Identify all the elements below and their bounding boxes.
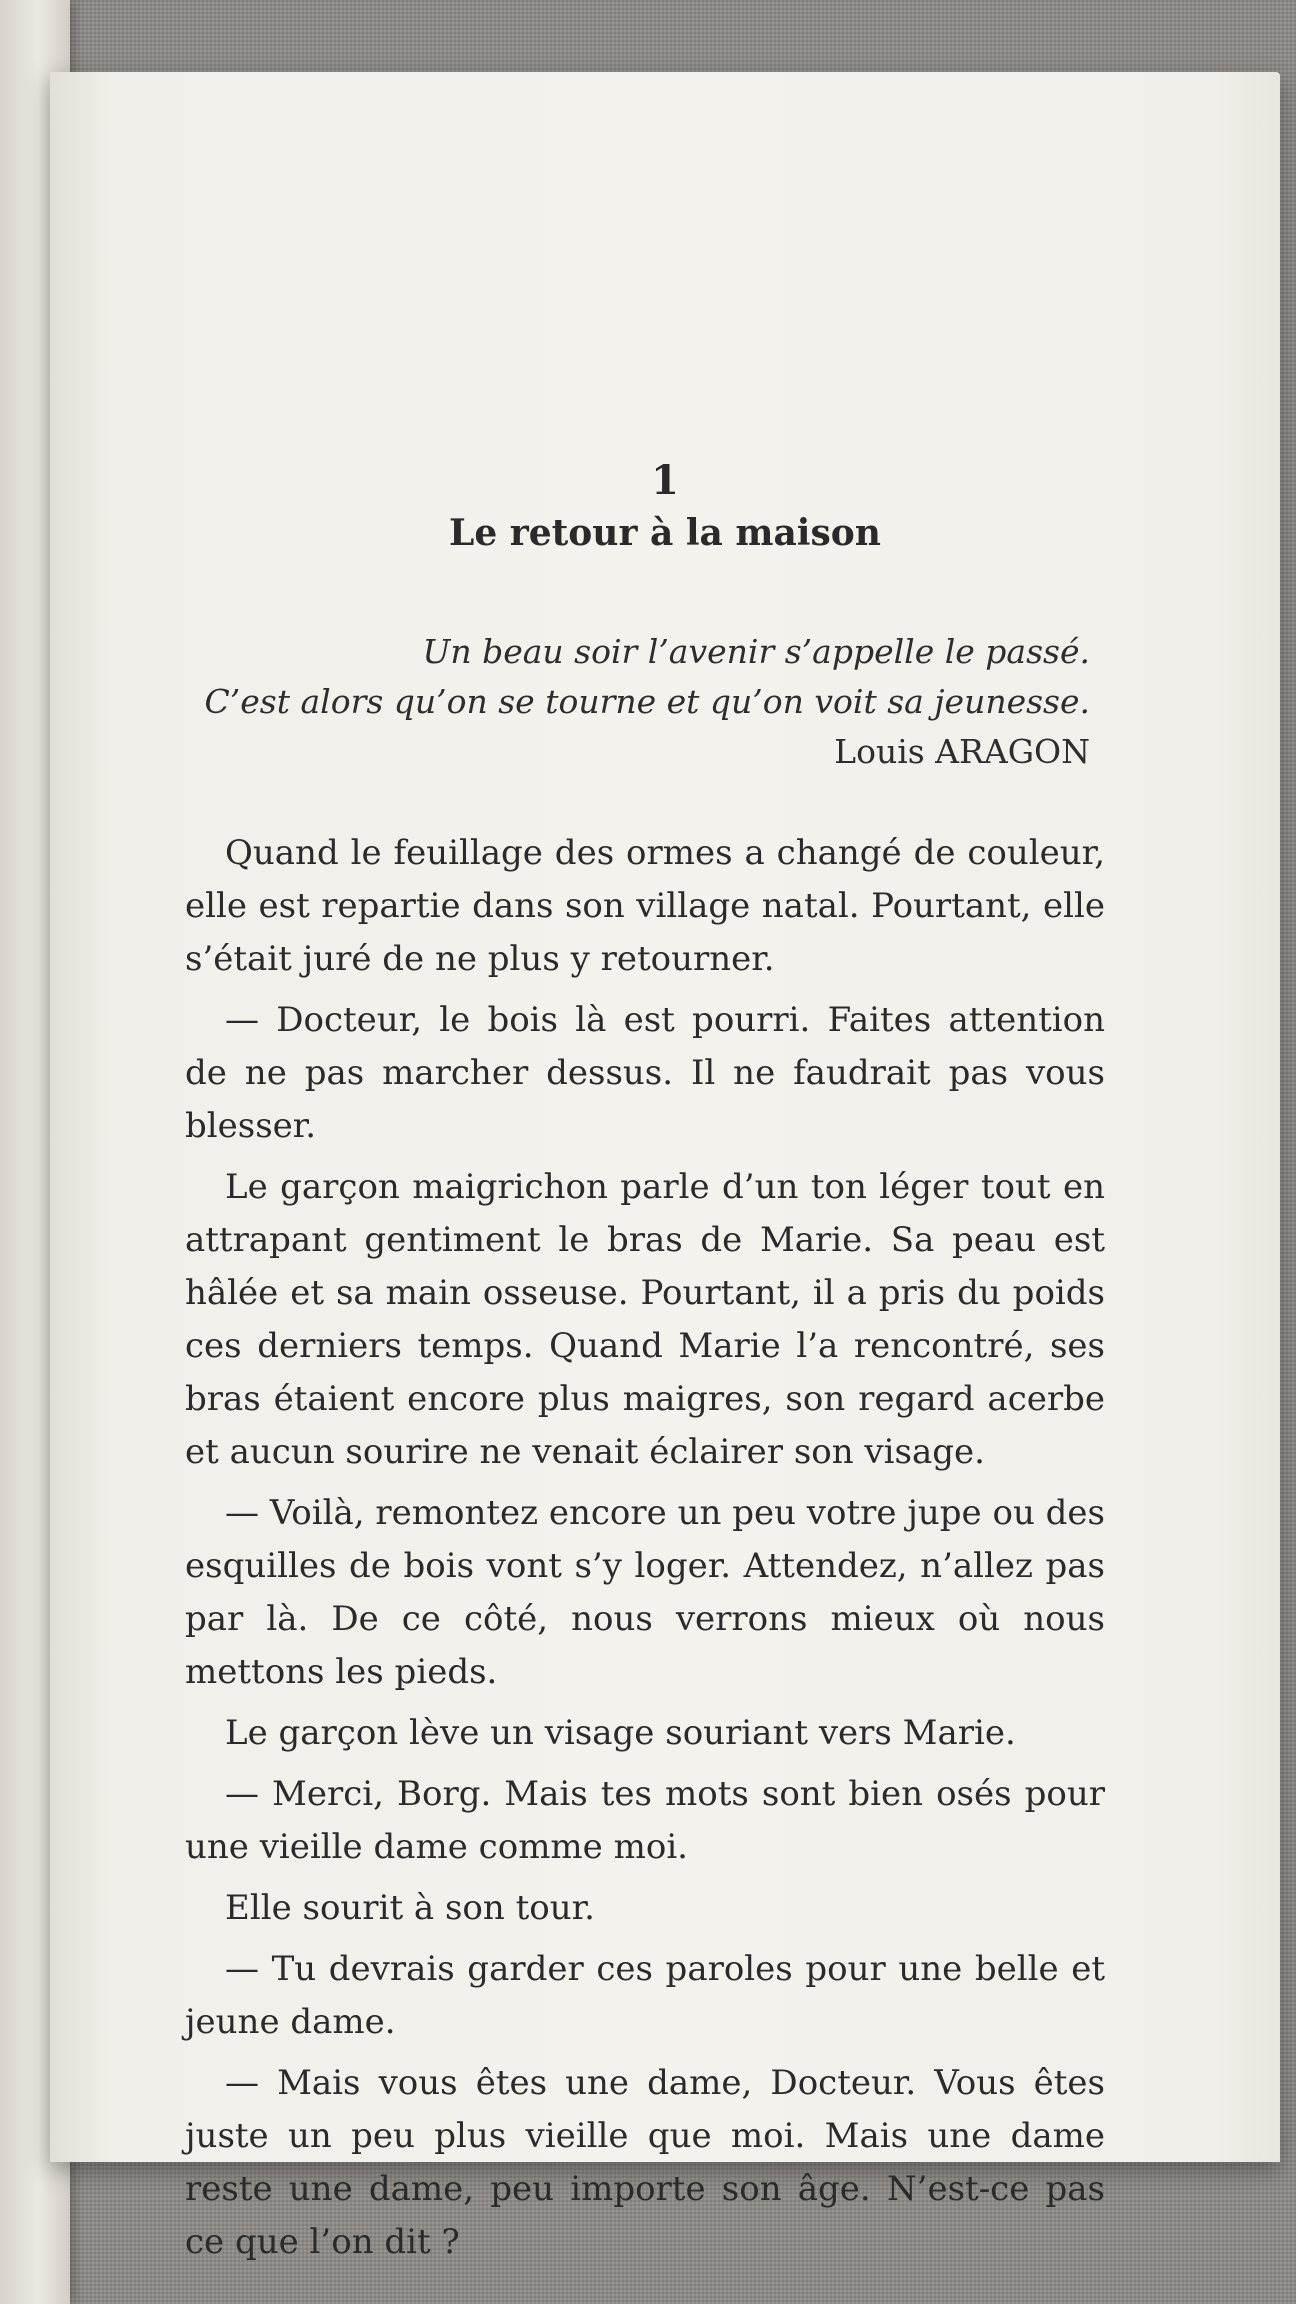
paragraph: — Merci, Borg. Mais tes mots sont bien osés pour une vieille dame comme moi. bbox=[185, 1774, 1105, 1867]
paragraph: — Tu devrais garder ces paroles pour une belle et jeune dame. bbox=[185, 1949, 1105, 2042]
paragraph: Elle sourit à son tour. bbox=[225, 1888, 595, 1928]
epigraph-line-1: Un beau soir l’avenir s’appelle le passé. bbox=[422, 632, 1090, 671]
paragraph: Le garçon lève un visage souriant vers Marie. bbox=[225, 1713, 1016, 1753]
epigraph bbox=[205, 627, 1090, 777]
paragraph: — Docteur, le bois là est pourri. Faites attention de ne pas marcher dessus. Il ne faudrait pas vous blesser. bbox=[185, 1000, 1105, 1146]
epigraph-author: Louis ARAGON bbox=[834, 732, 1090, 771]
chapter-number: 1 bbox=[651, 457, 679, 504]
paragraph: — Mais vous êtes une dame, Docteur. Vous êtes juste un peu plus vieille que moi. Mais une dame reste une dame, peu importe son âge. N’est-ce pas ce que l’on dit ? bbox=[185, 2063, 1105, 2262]
chapter-title: Le retour à la maison bbox=[449, 512, 881, 554]
paragraph: — Voilà, remontez encore un peu votre jupe ou des esquilles de bois vont s’y loger. Attendez, n’allez pas par là. De ce côté, nous verrons mieux où nous mettons les pieds. bbox=[185, 1493, 1105, 1692]
epigraph-line-2: C’est alors qu’on se tourne et qu’on voit sa jeunesse. bbox=[204, 682, 1090, 721]
paragraph: Quand le feuillage des ormes a changé de couleur, elle est repartie dans son village natal. Pourtant, elle s’était juré de ne plus y retourner. bbox=[185, 833, 1105, 979]
body-text bbox=[185, 827, 1105, 2277]
book-page bbox=[50, 72, 1280, 2262]
paragraph: Le garçon maigrichon parle d’un ton léger tout en attrapant gentiment le bras de Marie. Sa peau est hâlée et sa main osseuse. Pourtant, il a pris du poids ces derniers temps. Quand Marie l’a rencontré, ses bras étaient encore plus maigres, son regard acerbe et aucun sourire ne venait éclairer son visage. bbox=[185, 1167, 1105, 1472]
